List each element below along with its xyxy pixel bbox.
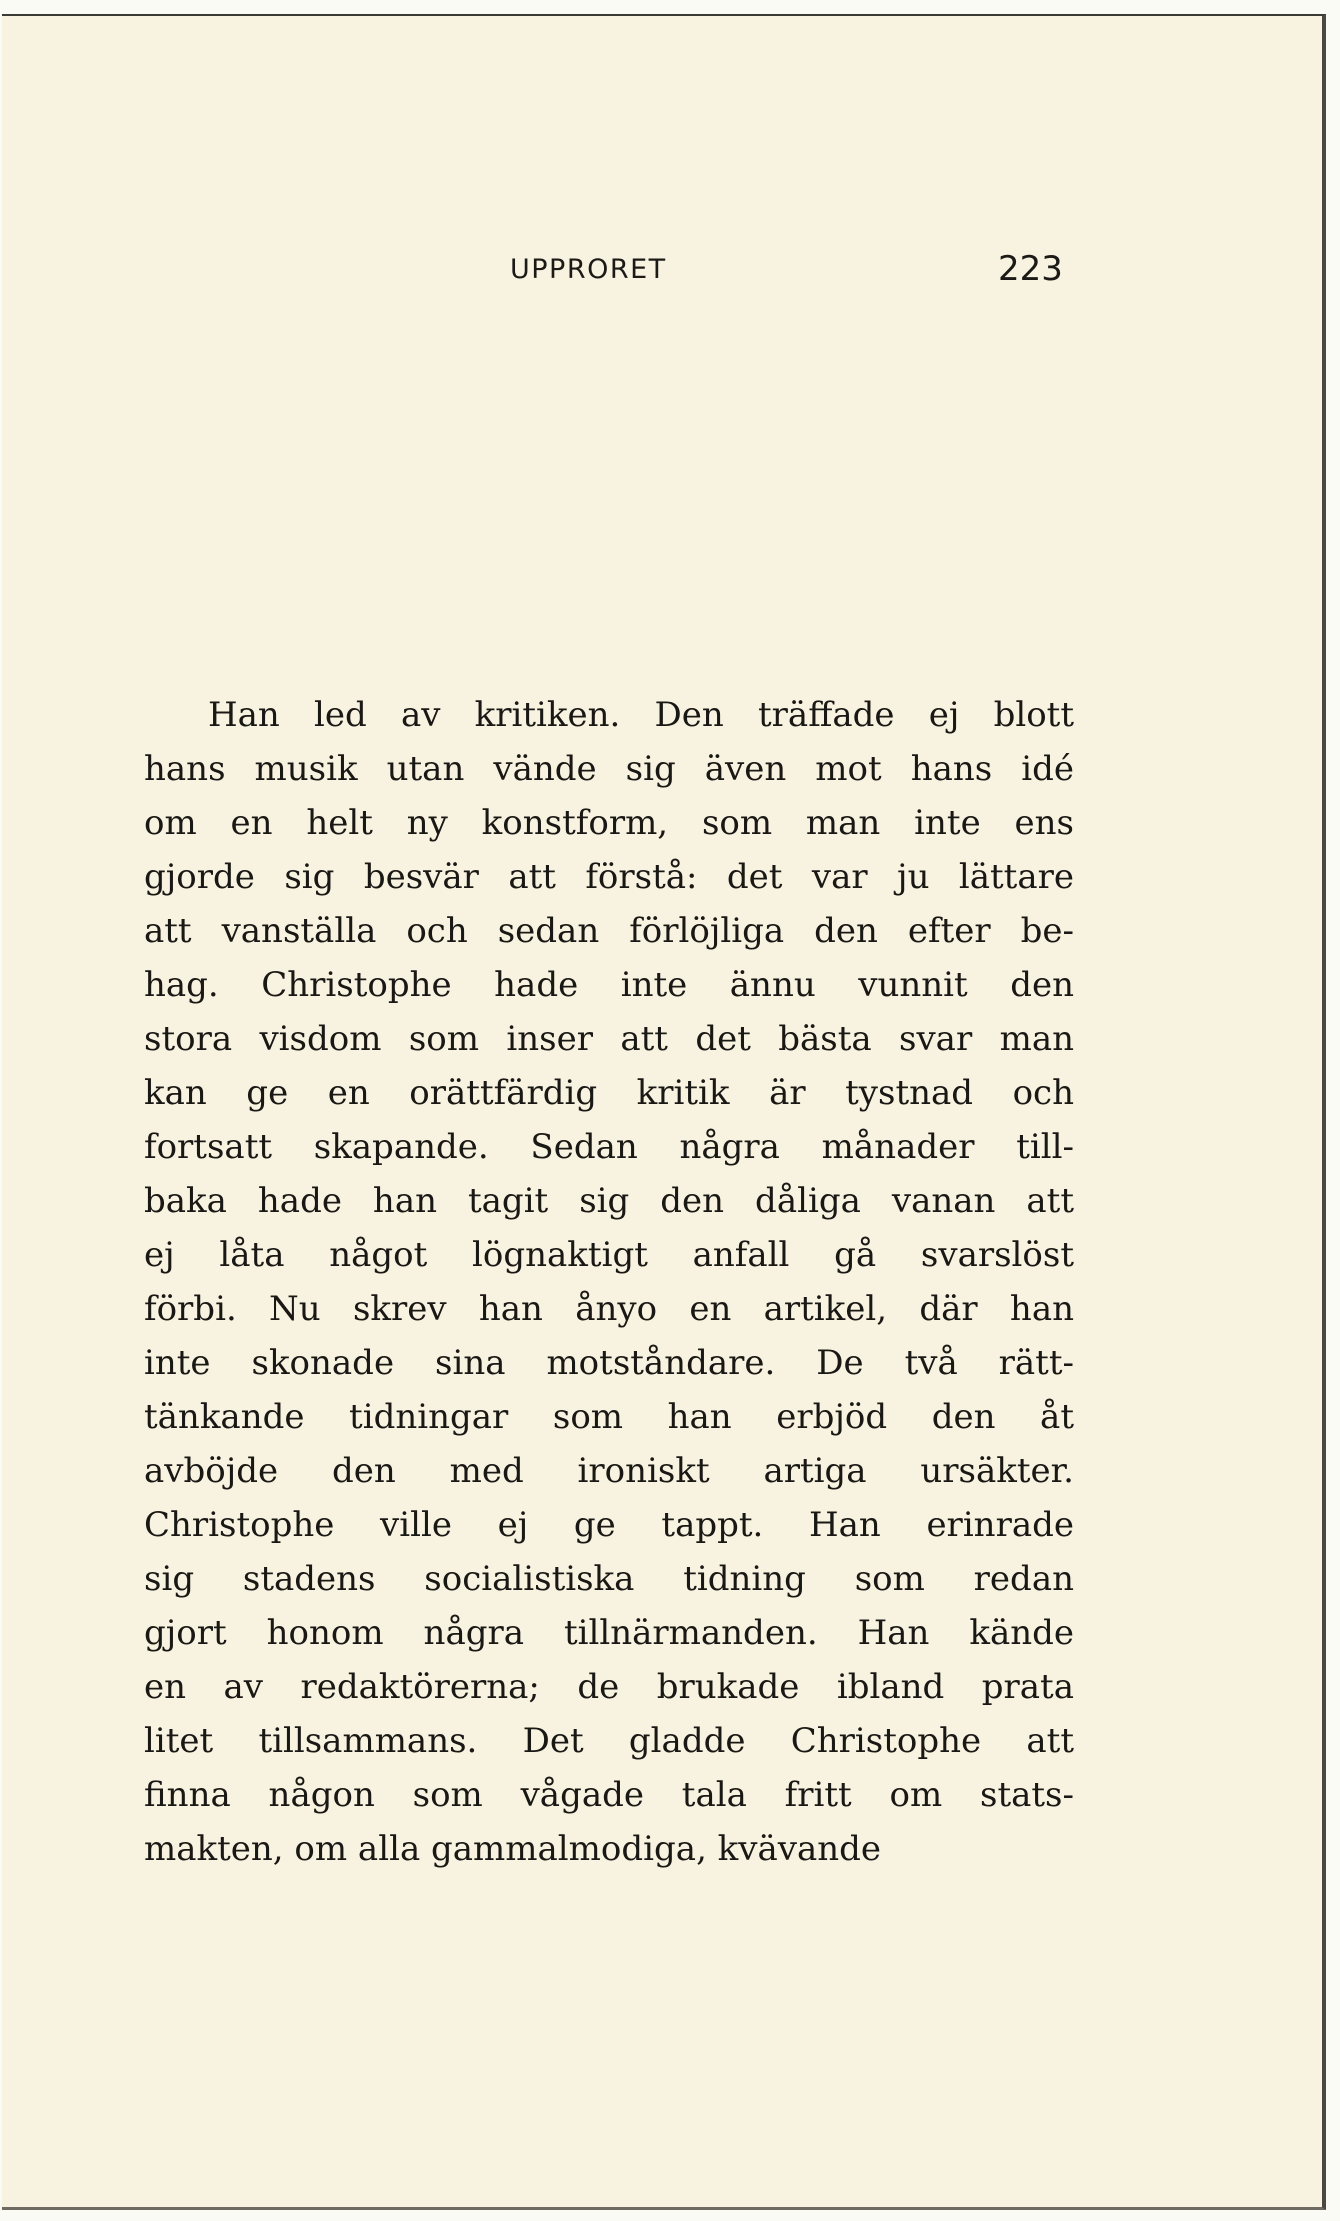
text-line: makten, om alla gammalmodiga, kvävande — [144, 1829, 882, 1869]
text-line: sig stadens socialistiska tidning som redan — [144, 1559, 1074, 1599]
text-line: litet tillsammans. Det gladde Christophe att — [144, 1721, 1074, 1761]
text-line: ej låta något lögnaktigt anfall gå svarslöst — [144, 1235, 1074, 1275]
text-line: gjorde sig besvär att förstå: det var ju lättare — [144, 857, 1074, 897]
text-line: baka hade han tagit sig den dåliga vanan att — [144, 1181, 1074, 1221]
page-number: 223 — [998, 249, 1063, 289]
text-line: Christophe ville ej ge tappt. Han erinrade — [144, 1505, 1074, 1545]
book-page — [2, 14, 1326, 2210]
text-line: fortsatt skapande. Sedan några månader till- — [144, 1127, 1074, 1167]
text-line: förbi. Nu skrev han ånyo en artikel, där han — [144, 1289, 1074, 1329]
text-line: Han led av kritiken. Den träffade ej blott — [208, 695, 1074, 735]
text-line: hag. Christophe hade inte ännu vunnit den — [144, 965, 1074, 1005]
text-line: tänkande tidningar som han erbjöd den åt — [144, 1397, 1074, 1437]
text-line: kan ge en orättfärdig kritik är tystnad och — [144, 1073, 1074, 1113]
running-title: UPPRORET — [510, 254, 667, 285]
body-text — [144, 688, 1074, 1876]
text-line: gjort honom några tillnärmanden. Han kände — [144, 1613, 1074, 1653]
running-head — [2, 244, 1322, 304]
text-line: om en helt ny konstform, som man inte ens — [144, 803, 1074, 843]
text-line: finna någon som vågade tala fritt om stats- — [144, 1775, 1074, 1815]
text-line: att vanställa och sedan förlöjliga den efter be- — [144, 911, 1074, 951]
text-line: avböjde den med ironiskt artiga ursäkter. — [144, 1451, 1074, 1491]
text-line: hans musik utan vände sig även mot hans idé — [144, 749, 1074, 789]
text-line: stora visdom som inser att det bästa svar man — [144, 1019, 1074, 1059]
text-line: inte skonade sina motståndare. De två rätt- — [144, 1343, 1074, 1383]
text-line: en av redaktörerna; de brukade ibland prata — [144, 1667, 1074, 1707]
